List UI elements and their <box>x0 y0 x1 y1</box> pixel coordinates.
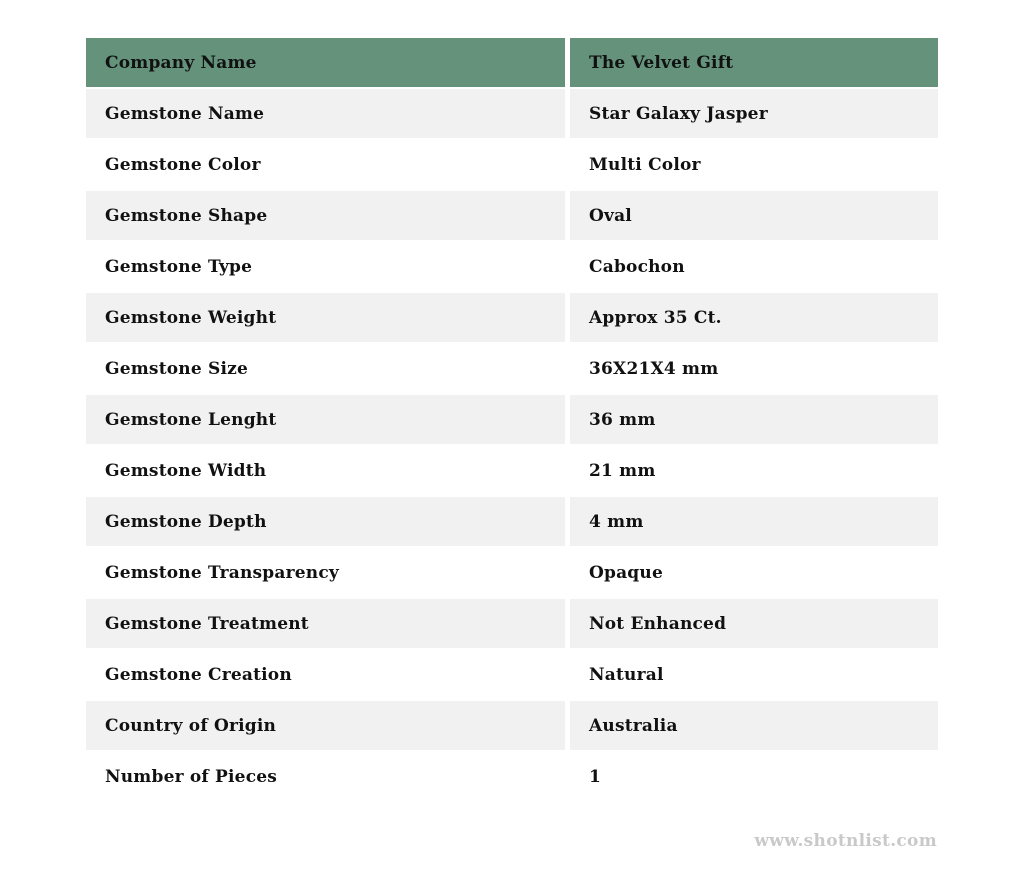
table-row <box>86 140 938 189</box>
header-value-cell: The Velvet Gift <box>570 38 938 87</box>
spec-value-cell: 4 mm <box>570 497 938 546</box>
spec-label-cell: Gemstone Name <box>86 89 565 138</box>
table-row <box>86 242 938 291</box>
table-row <box>86 89 938 138</box>
spec-value-cell: Natural <box>570 650 938 699</box>
table-row <box>86 395 938 444</box>
table-row <box>86 191 938 240</box>
table-row <box>86 599 938 648</box>
spec-label-cell: Gemstone Width <box>86 446 565 495</box>
spec-value-cell: 21 mm <box>570 446 938 495</box>
table-row <box>86 701 938 750</box>
spec-value-cell: Not Enhanced <box>570 599 938 648</box>
spec-label-cell: Country of Origin <box>86 701 565 750</box>
spec-label-cell: Gemstone Depth <box>86 497 565 546</box>
spec-value-cell: Opaque <box>570 548 938 597</box>
table-row <box>86 752 938 801</box>
spec-label-cell: Number of Pieces <box>86 752 565 801</box>
spec-label-cell: Gemstone Size <box>86 344 565 393</box>
spec-label-cell: Gemstone Transparency <box>86 548 565 597</box>
table-body <box>86 89 938 801</box>
table-row <box>86 548 938 597</box>
spec-value-cell: Cabochon <box>570 242 938 291</box>
spec-value-cell: 36 mm <box>570 395 938 444</box>
spec-value-cell: Approx 35 Ct. <box>570 293 938 342</box>
table-header-row <box>86 38 938 87</box>
spec-label-cell: Gemstone Color <box>86 140 565 189</box>
spec-value-cell: Star Galaxy Jasper <box>570 89 938 138</box>
spec-label-cell: Gemstone Type <box>86 242 565 291</box>
spec-label-cell: Gemstone Weight <box>86 293 565 342</box>
table-row <box>86 293 938 342</box>
watermark-text: www.shotnlist.com <box>754 831 937 851</box>
spec-value-cell: Australia <box>570 701 938 750</box>
spec-value-cell: Multi Color <box>570 140 938 189</box>
table-row <box>86 446 938 495</box>
spec-label-cell: Gemstone Creation <box>86 650 565 699</box>
table-row <box>86 344 938 393</box>
spec-label-cell: Gemstone Lenght <box>86 395 565 444</box>
header-label-cell: Company Name <box>86 38 565 87</box>
spec-value-cell: Oval <box>570 191 938 240</box>
gemstone-spec-table <box>81 36 943 803</box>
spec-value-cell: 36X21X4 mm <box>570 344 938 393</box>
spec-label-cell: Gemstone Treatment <box>86 599 565 648</box>
spec-value-cell: 1 <box>570 752 938 801</box>
table-row <box>86 650 938 699</box>
spec-label-cell: Gemstone Shape <box>86 191 565 240</box>
table-row <box>86 497 938 546</box>
